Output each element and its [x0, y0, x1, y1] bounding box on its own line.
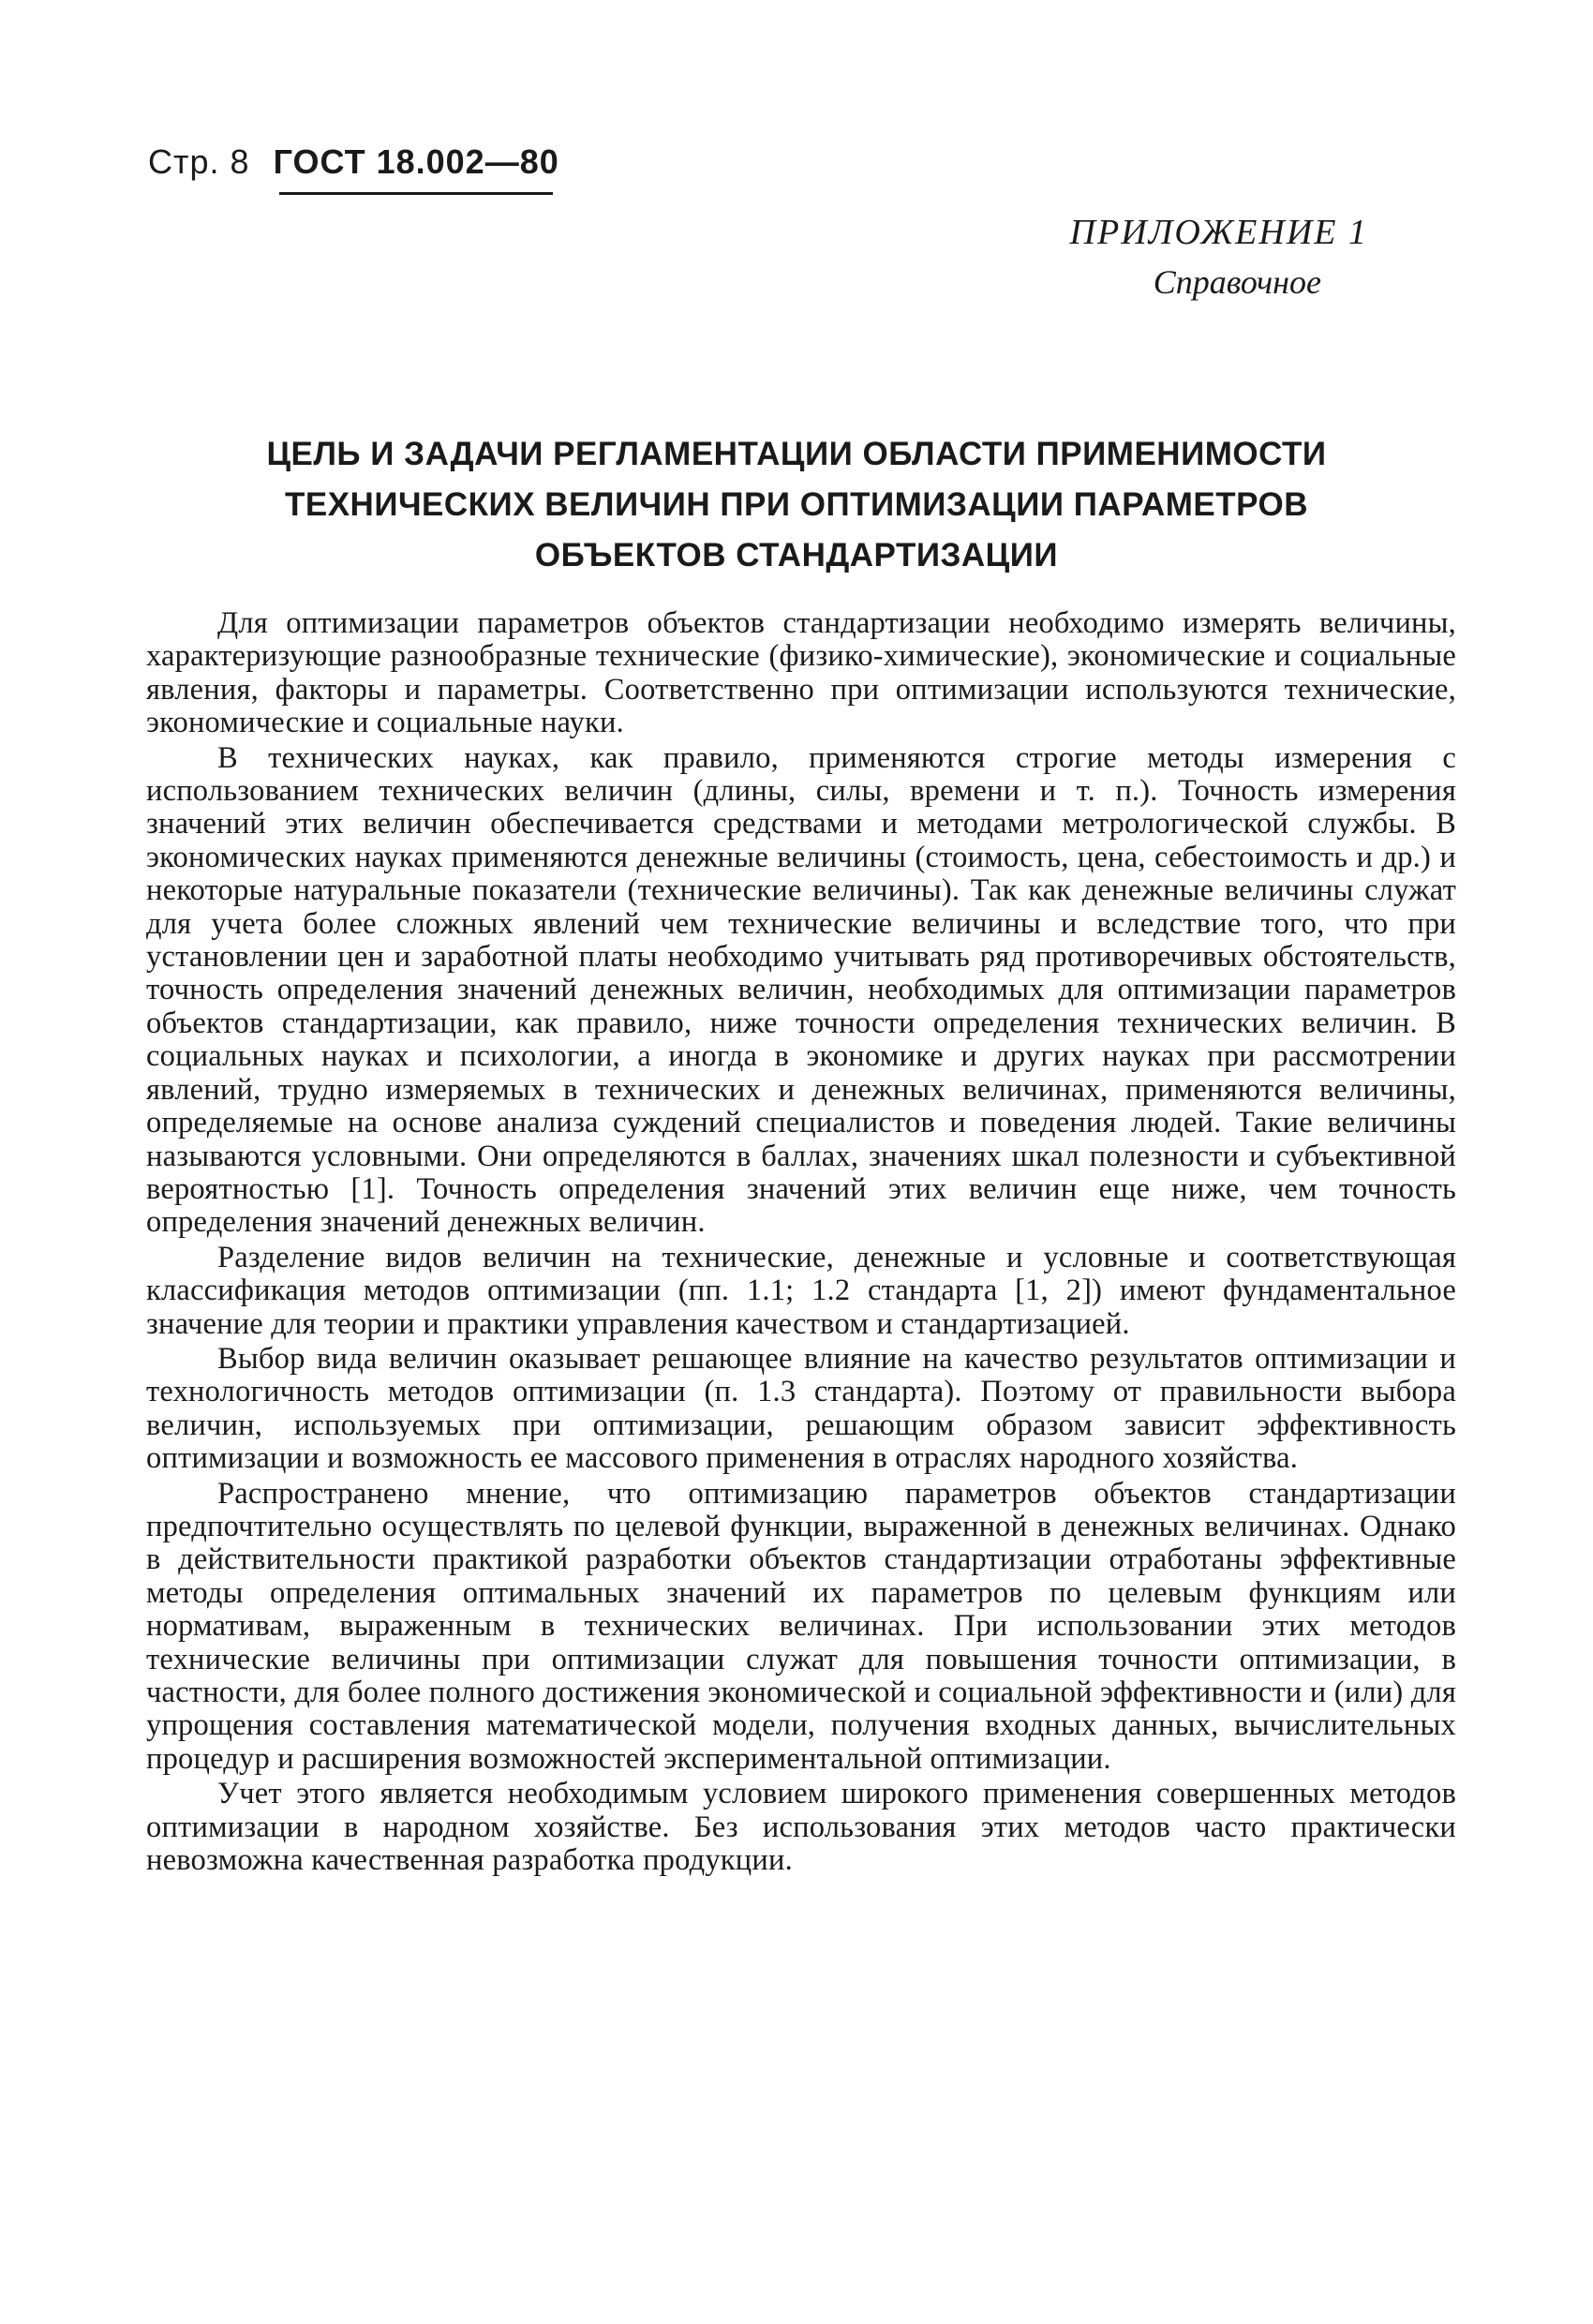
body-text: [146, 607, 1456, 1877]
paragraph-4: Выбор вида величин оказывает решающее влияние на качество результатов оптимизации и технологичность методов оптимизации (п. 1.3 стандарта). Поэтому от правильности выбора величин, используемых при оптимизации, решающим образом зависит эффективность оптимизации и возможность ее массового применения в отраслях народного хозяйства.: [146, 1341, 1456, 1476]
appendix-block: [1070, 212, 1368, 302]
title-line-2: ТЕХНИЧЕСКИХ ВЕЛИЧИН ПРИ ОПТИМИЗАЦИИ ПАРАМЕТРОВ: [284, 486, 1309, 523]
paragraph-3: Разделение видов величин на технические, денежные и условные и соответствующая классификация методов оптимизации (пп. 1.1; 1.2 стандарта [1, 2]) имеют фундаментальное значение для теории и практики управления качеством и стандартизацией.: [146, 1240, 1456, 1341]
appendix-title: ПРИЛОЖЕНИЕ 1: [1069, 213, 1368, 252]
paragraph-1: Для оптимизации параметров объектов стандартизации необходимо измерять величины, характеризующие разнообразные технические (физико-химические), экономические и социальные явления, факторы и параметры. Соответственно при оптимизации используются технические, экономические и социальные науки.: [146, 606, 1456, 740]
title-line-1: ЦЕЛЬ И ЗАДАЧИ РЕГЛАМЕНТАЦИИ ОБЛАСТИ ПРИМЕНИМОСТИ: [266, 436, 1327, 472]
header-underline: [279, 192, 553, 195]
appendix-kind: Справочное: [1153, 263, 1321, 301]
document-title: [187, 429, 1406, 581]
paragraph-2: В технических науках, как правило, применяются строгие методы измерения с использованием технических величин (длины, силы, времени и т. п.). Точность измерения значений этих величин обеспечивается средствами и методами метрологической службы. В экономических науках применяются денежные величины (стоимость, цена, себестоимость и др.) и некоторые натуральные показатели (технические величины). Так как денежные величины служат для учета более сложных явлений чем технические величины и вследствие того, что при установлении цен и заработной платы необходимо учитывать ряд противоречивых обстоятельств, точность определения значений денежных величин, необходимых для оптимизации параметров объектов стандартизации, как правило, ниже точности определения технических величин. В социальных науках и психологии, а иногда в экономике и других науках при рассмотрении явлений, трудно измеряемых в технических и денежных величинах, применяются величины, определяемые на основе анализа суждений специалистов и поведения людей. Такие величины называются условными. Они определяются в баллах, значениях шкал полезности и субъективной вероятностью [1]. Точность определения значений этих величин еще ниже, чем точность определения значений денежных величин.: [146, 740, 1456, 1240]
page-number-label: Стр. 8: [148, 142, 250, 181]
paragraph-5: Распространено мнение, что оптимизацию параметров объектов стандартизации предпочтительно осуществлять по целевой функции, выраженной в денежных величинах. Однако в действительности практикой разработки объектов стандартизации отработаны эффективные методы определения оптимальных значений их параметров по целевым функциям или нормативам, выраженным в технических величинах. При использовании этих методов технические величины при оптимизации служат для повышения точности оптимизации, в частности, для более полного достижения экономической и социальной эффективности и (или) для упрощения составления математической модели, получения входных данных, вычислительных процедур и расширения возможностей экспериментальной оптимизации.: [146, 1476, 1456, 1776]
paragraph-6: Учет этого является необходимым условием широкого применения совершенных методов оптимизации в народном хозяйстве. Без использования этих методов часто практически невозможна качественная разработка продукции.: [146, 1777, 1456, 1878]
standard-designation: ГОСТ 18.002—80: [273, 142, 559, 181]
title-line-3: ОБЪЕКТОВ СТАНДАРТИЗАЦИИ: [534, 537, 1059, 574]
page-header: [148, 142, 559, 182]
